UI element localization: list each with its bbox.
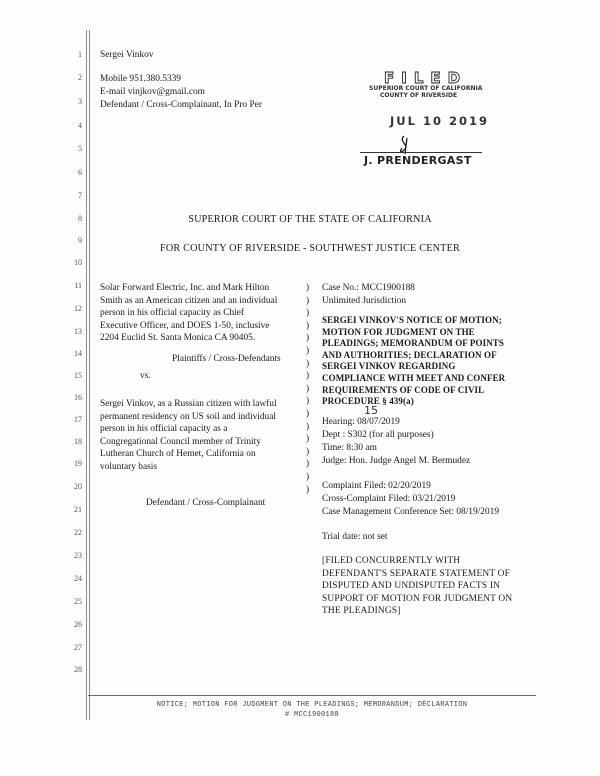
line-number: 14 — [74, 349, 82, 358]
line-number: 21 — [74, 505, 82, 514]
plaintiff-line: Executive Officer, and DOES 1-50, inclusive — [100, 320, 270, 331]
line-number: 3 — [78, 97, 82, 106]
plaintiff-line: 2204 Euclid St. Santa Monica CA 90405. — [100, 333, 256, 344]
paren: ) — [306, 396, 310, 407]
concurrent-filing — [322, 555, 512, 618]
line-number: 25 — [74, 597, 82, 606]
stamp-court-line1: SUPERIOR COURT OF CALIFORNIA — [369, 85, 483, 92]
versus: vs. — [140, 371, 151, 381]
line-number: 9 — [78, 236, 82, 245]
footer-case-number: # MCC1900188 — [284, 711, 339, 719]
plaintiff-role: Plaintiffs / Cross-Defendants — [172, 354, 281, 364]
paren: ) — [306, 333, 310, 344]
line-number: 16 — [74, 393, 82, 402]
defendant-line: voluntary basis — [100, 461, 158, 472]
paren: ) — [306, 408, 310, 419]
court-title: SUPERIOR COURT OF THE STATE OF CALIFORNIA — [188, 214, 432, 225]
party-name: Sergei Vinkov — [100, 50, 154, 60]
paren: ) — [306, 446, 310, 457]
hearing-handwritten-note: 15 — [364, 404, 378, 417]
line-number: 19 — [74, 459, 82, 468]
court-county: FOR COUNTY OF RIVERSIDE - SOUTHWEST JUSTICE CENTER — [159, 243, 461, 254]
line-number: 4 — [78, 121, 82, 130]
line-number: 6 — [78, 168, 82, 177]
stamp-clerk: J. PRENDERGAST — [364, 154, 472, 167]
defendant-role: Defendant / Cross-Complainant — [146, 498, 266, 508]
defendant-line: person in his official capacity as a — [100, 424, 228, 435]
paren: ) — [306, 434, 310, 445]
party-email: E-mail vinjkov@gmail.com — [100, 87, 205, 97]
paren: ) — [306, 484, 310, 495]
line-number: 17 — [74, 415, 82, 424]
paren: ) — [306, 320, 310, 331]
case-jurisdiction: Unlimited Jurisdiction — [322, 296, 407, 306]
plaintiff-line: Smith as an American citizen and an individual — [100, 295, 278, 306]
stamp-date: JUL 10 2019 — [390, 114, 489, 128]
line-number: 7 — [78, 191, 82, 200]
line-number: 10 — [74, 258, 82, 267]
line-number: 15 — [74, 371, 82, 380]
page-footer — [88, 700, 536, 720]
motion-title-line: COMPLIANCE WITH MEET AND CONFER — [322, 372, 506, 383]
concurrent-line: THE PLEADINGS] — [322, 606, 401, 617]
line-number: 2 — [78, 73, 82, 82]
line-number: 22 — [74, 528, 82, 537]
paren: ) — [306, 308, 310, 319]
motion-title-line: SERGEI VINKOV REGARDING — [322, 361, 456, 372]
line-number: 18 — [74, 437, 82, 446]
motion-title-line: SERGEI VINKOV'S NOTICE OF MOTION; — [322, 315, 502, 325]
trial-date: Trial date: not set — [322, 532, 388, 542]
line-number: 11 — [74, 281, 82, 290]
line-number: 5 — [78, 144, 82, 153]
paren: ) — [306, 459, 310, 470]
line-number: 27 — [74, 643, 82, 652]
motion-title — [322, 315, 505, 408]
defendant-line: permanent residency on US soil and individual — [100, 411, 277, 422]
paren: ) — [306, 295, 310, 306]
paren: ) — [306, 358, 310, 369]
motion-title-line: AND AUTHORITIES; DECLARATION OF — [322, 349, 497, 360]
motion-title-line: PROCEDURE § 439(a) — [322, 396, 414, 407]
hearing-date: Hearing: 08/07/2019 — [322, 417, 400, 427]
defendant-line: Lutheran Church of Hemet, California on — [100, 449, 256, 460]
margin-rule — [86, 30, 87, 720]
concurrent-line: DEFENDANT'S SEPARATE STATEMENT OF — [322, 568, 511, 579]
line-number: 13 — [74, 327, 82, 336]
motion-title-line: REQUIREMENTS OF CODE OF CIVIL — [322, 384, 485, 395]
paren: ) — [306, 371, 310, 382]
party-phone: Mobile 951.380.5339 — [100, 74, 181, 84]
defendant-line: Sergei Vinkov, as a Russian citizen with lawful — [100, 399, 277, 409]
concurrent-line: [FILED CONCURRENTLY WITH — [322, 556, 461, 566]
hearing-judge: Judge: Hon. Judge Angel M. Bermudez — [322, 456, 471, 466]
hearing-dept: Dept : S302 (for all purposes) — [322, 430, 434, 440]
stamp-rule — [360, 152, 482, 153]
defendant-line: Congregational Council member of Trinity — [100, 436, 261, 447]
line-number: 8 — [78, 214, 82, 223]
cmc-date: Case Management Conference Set: 08/19/2019 — [322, 507, 500, 517]
plaintiff-line: person in his official capacity as Chief — [100, 308, 245, 319]
cross-complaint-filed: Cross-Complaint Filed: 03/21/2019 — [322, 494, 456, 504]
paren: ) — [306, 383, 310, 394]
concurrent-line: SUPPORT OF MOTION FOR JUDGMENT ON — [322, 593, 513, 604]
motion-title-line: PLEADINGS; MEMORANDUM OF POINTS — [322, 338, 505, 349]
caption-paren-column — [306, 282, 316, 496]
case-number: Case No.: MCC1900188 — [322, 283, 415, 293]
margin-rule-double — [89, 30, 90, 720]
line-number: 20 — [74, 482, 82, 491]
concurrent-line: DISPUTED AND UNDISPUTED FACTS IN — [322, 581, 501, 592]
defendant-block — [100, 398, 277, 474]
plaintiff-line: Solar Forward Electric, Inc. and Mark Hilton — [100, 283, 270, 293]
hearing-time: Time: 8:30 am — [322, 443, 377, 453]
complaint-filed: Complaint Filed: 02/20/2019 — [322, 481, 431, 491]
line-number: 24 — [74, 574, 82, 583]
line-number: 12 — [74, 304, 82, 313]
stamp-court-line2: COUNTY OF RIVERSIDE — [380, 92, 458, 99]
line-number: 23 — [74, 551, 82, 560]
motion-title-line: MOTION FOR JUDGMENT ON THE — [322, 326, 475, 337]
paren: ) — [306, 345, 310, 356]
paren: ) — [306, 421, 310, 432]
filed-word: FILED — [384, 69, 468, 87]
party-role: Defendant / Cross-Complainant, In Pro Per — [100, 100, 262, 110]
paren: ) — [306, 471, 310, 482]
footer-title: NOTICE; MOTION FOR JUDGMENT ON THE PLEADINGS; MEMORANDUM; DECLARATION — [156, 701, 468, 709]
line-number: 1 — [78, 50, 82, 59]
line-number: 26 — [74, 620, 82, 629]
plaintiff-block — [100, 282, 277, 345]
line-number: 28 — [74, 665, 82, 674]
footer-rule — [88, 695, 536, 696]
paren: ) — [306, 283, 310, 293]
